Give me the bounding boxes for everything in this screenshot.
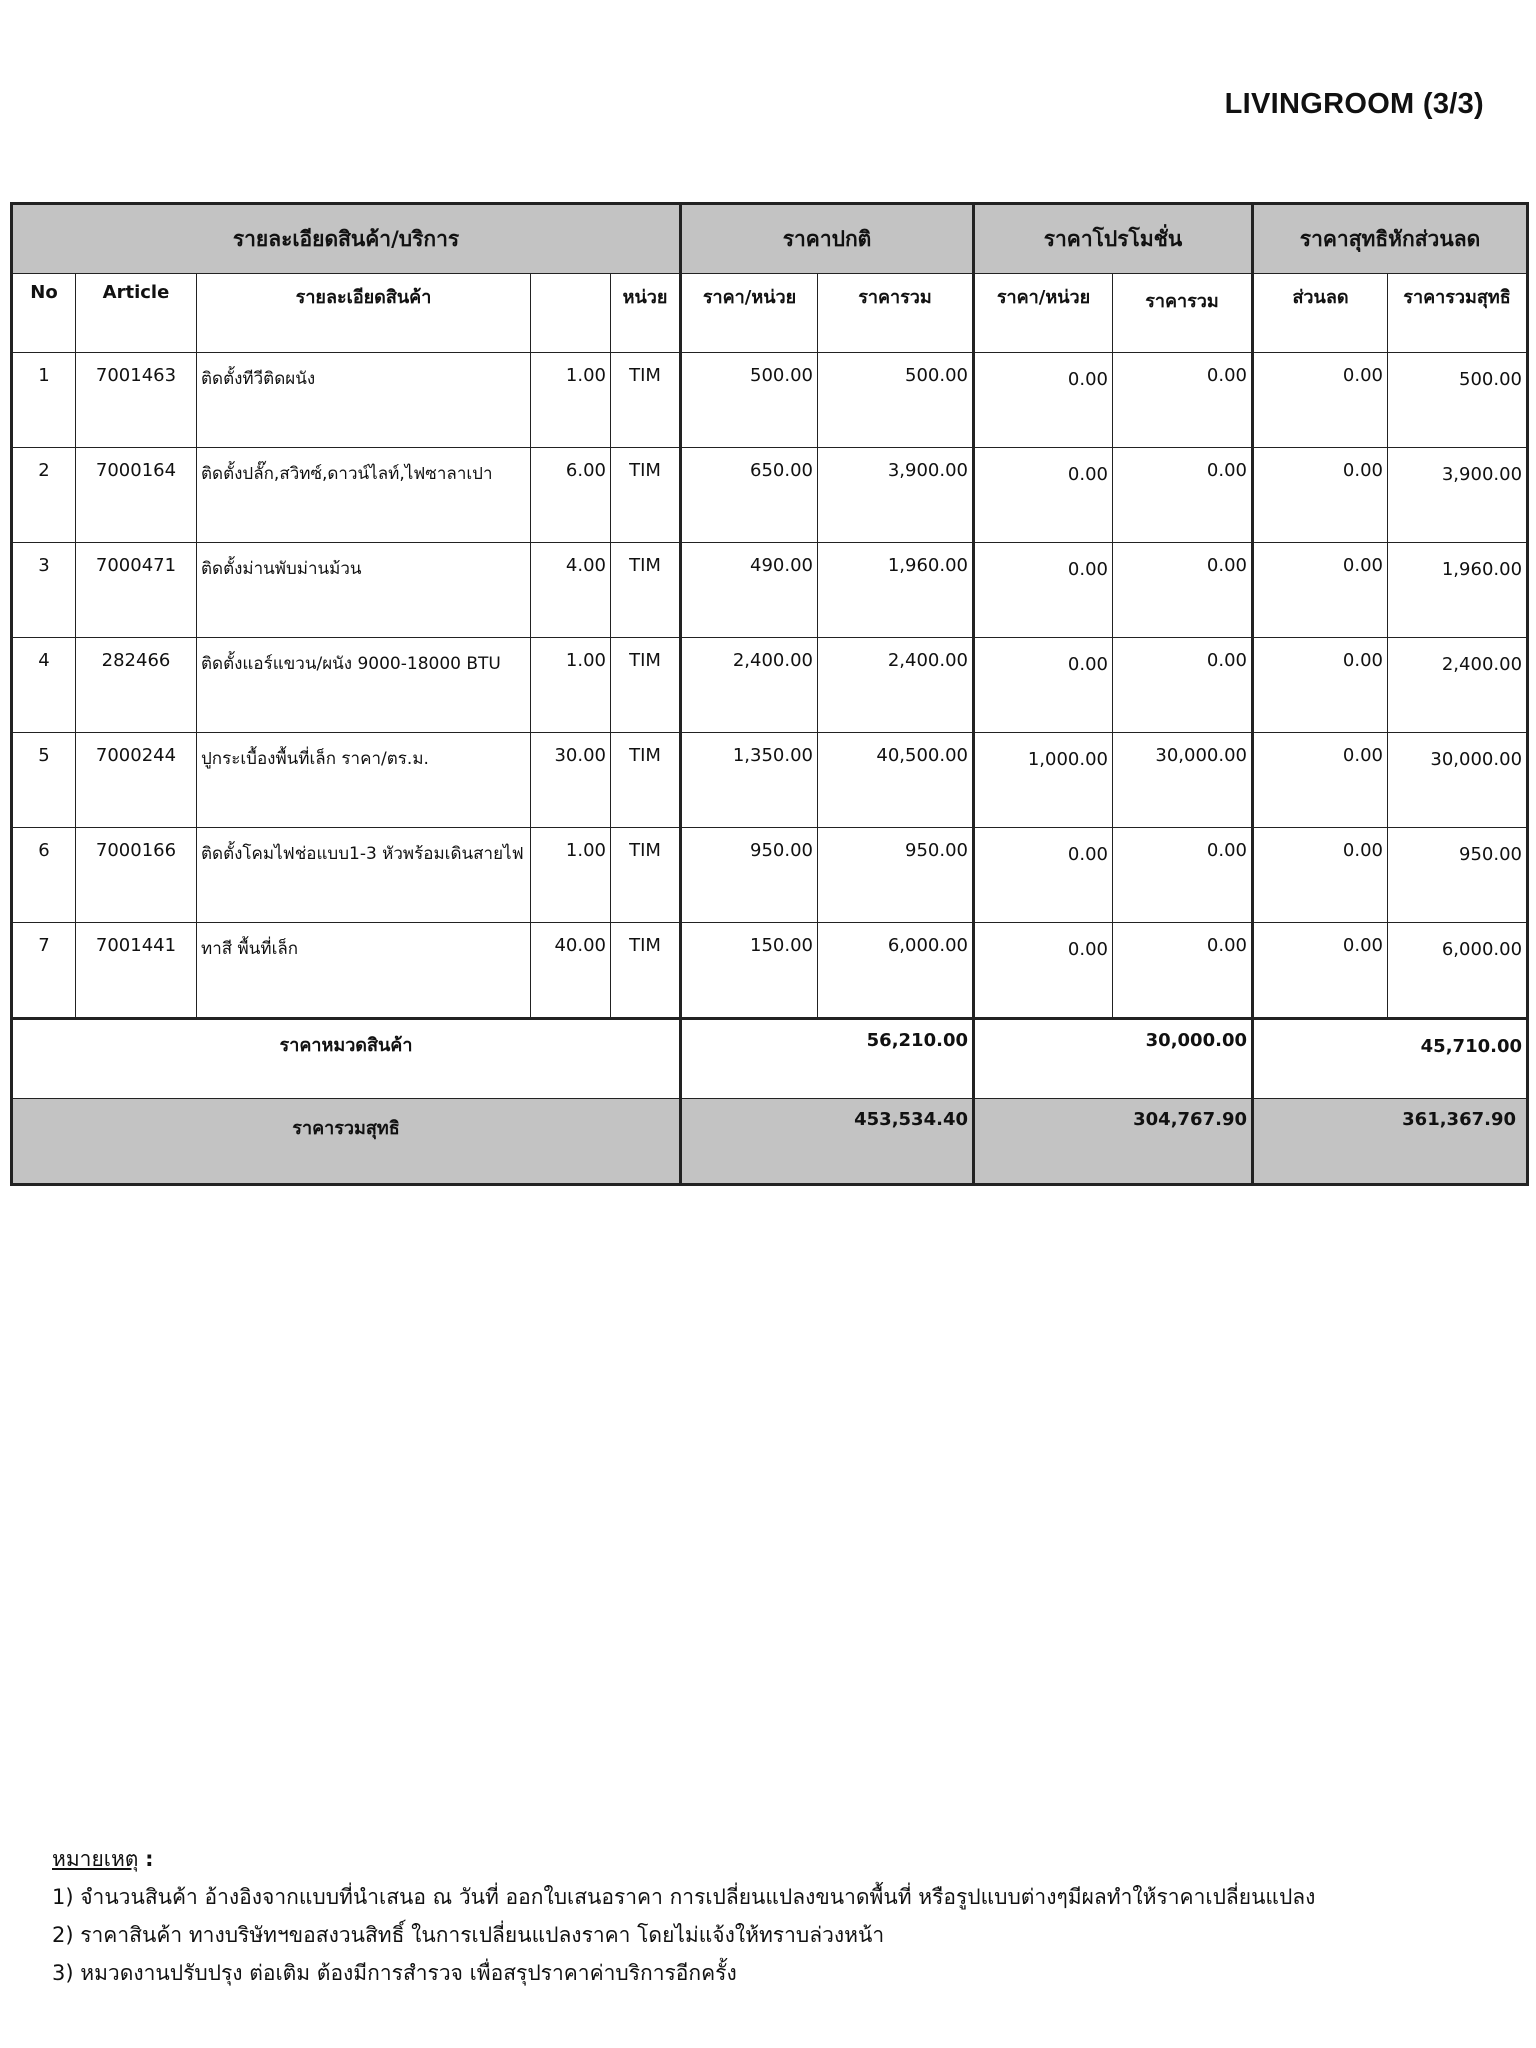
col-header-article: Article (76, 274, 197, 353)
col-header-promo-total: ราคารวม (1113, 274, 1253, 353)
cell-discount: 0.00 (1253, 448, 1388, 543)
cell-net-total: 950.00 (1388, 828, 1528, 923)
cell-discount: 0.00 (1253, 353, 1388, 448)
cell-unit-price: 490.00 (681, 543, 818, 638)
col-header-description: รายละเอียดสินค้า (197, 274, 531, 353)
cell-unit-price: 2,400.00 (681, 638, 818, 733)
cell-unit-price: 950.00 (681, 828, 818, 923)
cell-unit-price: 500.00 (681, 353, 818, 448)
cell-unit: TIM (611, 638, 681, 733)
cell-promo-total: 0.00 (1113, 923, 1253, 1019)
note-item: 2) ราคาสินค้า ทางบริษัทฯขอสงวนสิทธิ์ ในการเปลี่ยนแปลงราคา โดยไม่แจ้งให้ทราบล่วงหน้า (52, 1923, 885, 1947)
grand-total-net: 361,367.90 (1253, 1099, 1528, 1185)
grand-total-row (12, 1099, 1528, 1185)
cell-qty: 30.00 (531, 733, 611, 828)
cell-article: 7000164 (76, 448, 197, 543)
table-row (12, 353, 1528, 448)
cell-total: 3,900.00 (818, 448, 974, 543)
subtotal-net: 45,710.00 (1253, 1019, 1528, 1099)
grand-total-normal: 453,534.40 (681, 1099, 974, 1185)
cell-discount: 0.00 (1253, 828, 1388, 923)
cell-no: 6 (12, 828, 76, 923)
table-row (12, 638, 1528, 733)
group-header-net-price: ราคาสุทธิหักส่วนลด (1253, 204, 1528, 274)
col-header-no: No (12, 274, 76, 353)
cell-unit-price: 150.00 (681, 923, 818, 1019)
cell-no: 3 (12, 543, 76, 638)
cell-promo-total: 0.00 (1113, 638, 1253, 733)
cell-article: 7000244 (76, 733, 197, 828)
cell-no: 7 (12, 923, 76, 1019)
cell-description: ติดตั้งม่านพับม่านม้วน (197, 543, 531, 638)
cell-promo-total: 0.00 (1113, 828, 1253, 923)
cell-unit: TIM (611, 923, 681, 1019)
cell-promo-unit-price: 0.00 (974, 828, 1113, 923)
cell-total: 950.00 (818, 828, 974, 923)
subtotal-promo: 30,000.00 (974, 1019, 1253, 1099)
col-header-net-total: ราคารวมสุทธิ (1388, 274, 1528, 353)
cell-qty: 1.00 (531, 828, 611, 923)
note-item: 3) หมวดงานปรับปรุง ต่อเติม ต้องมีการสำรวจ เพื่อสรุปราคาค่าบริการอีกครั้ง (52, 1961, 737, 1985)
group-header-row (12, 204, 1528, 274)
grand-total-promo: 304,767.90 (974, 1099, 1253, 1185)
cell-promo-total: 0.00 (1113, 353, 1253, 448)
cell-description: ติดตั้งทีวีติดผนัง (197, 353, 531, 448)
cell-qty: 1.00 (531, 638, 611, 733)
group-header-normal-price: ราคาปกติ (681, 204, 974, 274)
cell-promo-unit-price: 0.00 (974, 543, 1113, 638)
cell-no: 2 (12, 448, 76, 543)
cell-promo-total: 0.00 (1113, 448, 1253, 543)
cell-unit-price: 1,350.00 (681, 733, 818, 828)
cell-no: 5 (12, 733, 76, 828)
table-row (12, 828, 1528, 923)
cell-unit: TIM (611, 353, 681, 448)
cell-no: 4 (12, 638, 76, 733)
notes-title: หมายเหตุ (52, 1847, 139, 1871)
subtotal-row (12, 1019, 1528, 1099)
table-row (12, 543, 1528, 638)
cell-qty: 1.00 (531, 353, 611, 448)
cell-net-total: 1,960.00 (1388, 543, 1528, 638)
cell-promo-unit-price: 1,000.00 (974, 733, 1113, 828)
cell-article: 7001441 (76, 923, 197, 1019)
cell-article: 7000471 (76, 543, 197, 638)
table-row (12, 923, 1528, 1019)
cell-description: ทาสี พื้นที่เล็ก (197, 923, 531, 1019)
cell-qty: 4.00 (531, 543, 611, 638)
column-header-row (12, 274, 1528, 353)
cell-total: 40,500.00 (818, 733, 974, 828)
cell-article: 7001463 (76, 353, 197, 448)
cell-discount: 0.00 (1253, 638, 1388, 733)
notes-heading (52, 1840, 1315, 1878)
notes-section (52, 1840, 1315, 1992)
cell-total: 500.00 (818, 353, 974, 448)
grand-total-label: ราคารวมสุทธิ (12, 1099, 681, 1185)
cell-promo-unit-price: 0.00 (974, 448, 1113, 543)
cell-total: 2,400.00 (818, 638, 974, 733)
cell-no: 1 (12, 353, 76, 448)
cell-qty: 6.00 (531, 448, 611, 543)
cell-unit: TIM (611, 543, 681, 638)
cell-net-total: 500.00 (1388, 353, 1528, 448)
cell-description: ติดตั้งโคมไฟช่อแบบ1-3 หัวพร้อมเดินสายไฟ (197, 828, 531, 923)
cell-unit: TIM (611, 733, 681, 828)
col-header-unit-price: ราคา/หน่วย (681, 274, 818, 353)
cell-net-total: 2,400.00 (1388, 638, 1528, 733)
cell-promo-unit-price: 0.00 (974, 353, 1113, 448)
cell-discount: 0.00 (1253, 733, 1388, 828)
cell-promo-unit-price: 0.00 (974, 638, 1113, 733)
cell-unit-price: 650.00 (681, 448, 818, 543)
cell-article: 7000166 (76, 828, 197, 923)
subtotal-normal: 56,210.00 (681, 1019, 974, 1099)
cell-net-total: 3,900.00 (1388, 448, 1528, 543)
cell-qty: 40.00 (531, 923, 611, 1019)
col-header-total: ราคารวม (818, 274, 974, 353)
subtotal-label: ราคาหมวดสินค้า (12, 1019, 681, 1099)
cell-unit: TIM (611, 828, 681, 923)
col-header-discount: ส่วนลด (1253, 274, 1388, 353)
cell-article: 282466 (76, 638, 197, 733)
group-header-promo-price: ราคาโปรโมชั่น (974, 204, 1253, 274)
cell-net-total: 30,000.00 (1388, 733, 1528, 828)
cell-net-total: 6,000.00 (1388, 923, 1528, 1019)
page-title: LIVINGROOM (3/3) (1224, 88, 1484, 120)
cell-total: 1,960.00 (818, 543, 974, 638)
notes-colon: : (145, 1847, 154, 1871)
col-header-promo-unit-price: ราคา/หน่วย (974, 274, 1113, 353)
group-header-details: รายละเอียดสินค้า/บริการ (12, 204, 681, 274)
note-item: 1) จำนวนสินค้า อ้างอิงจากแบบที่นำเสนอ ณ วันที่ ออกใบเสนอราคา การเปลี่ยนแปลงขนาดพื้นที่ หรือรูปแบบต่างๆมีผลทำให้ราคาเปลี่ยนแปลง (52, 1885, 1316, 1909)
cell-total: 6,000.00 (818, 923, 974, 1019)
cell-discount: 0.00 (1253, 923, 1388, 1019)
col-header-unit: หน่วย (611, 274, 681, 353)
cell-description: ปูกระเบื้องพื้นที่เล็ก ราคา/ตร.ม. (197, 733, 531, 828)
cell-unit: TIM (611, 448, 681, 543)
cell-description: ติดตั้งแอร์แขวน/ผนัง 9000-18000 BTU (197, 638, 531, 733)
cell-discount: 0.00 (1253, 543, 1388, 638)
cell-promo-total: 0.00 (1113, 543, 1253, 638)
quotation-table (10, 202, 1529, 1186)
cell-description: ติดตั้งปลั๊ก,สวิทซ์,ดาวน์ไลท์,ไฟซาลาเปา (197, 448, 531, 543)
cell-promo-total: 30,000.00 (1113, 733, 1253, 828)
col-header-qty (531, 274, 611, 353)
table-row (12, 448, 1528, 543)
cell-promo-unit-price: 0.00 (974, 923, 1113, 1019)
table-row (12, 733, 1528, 828)
